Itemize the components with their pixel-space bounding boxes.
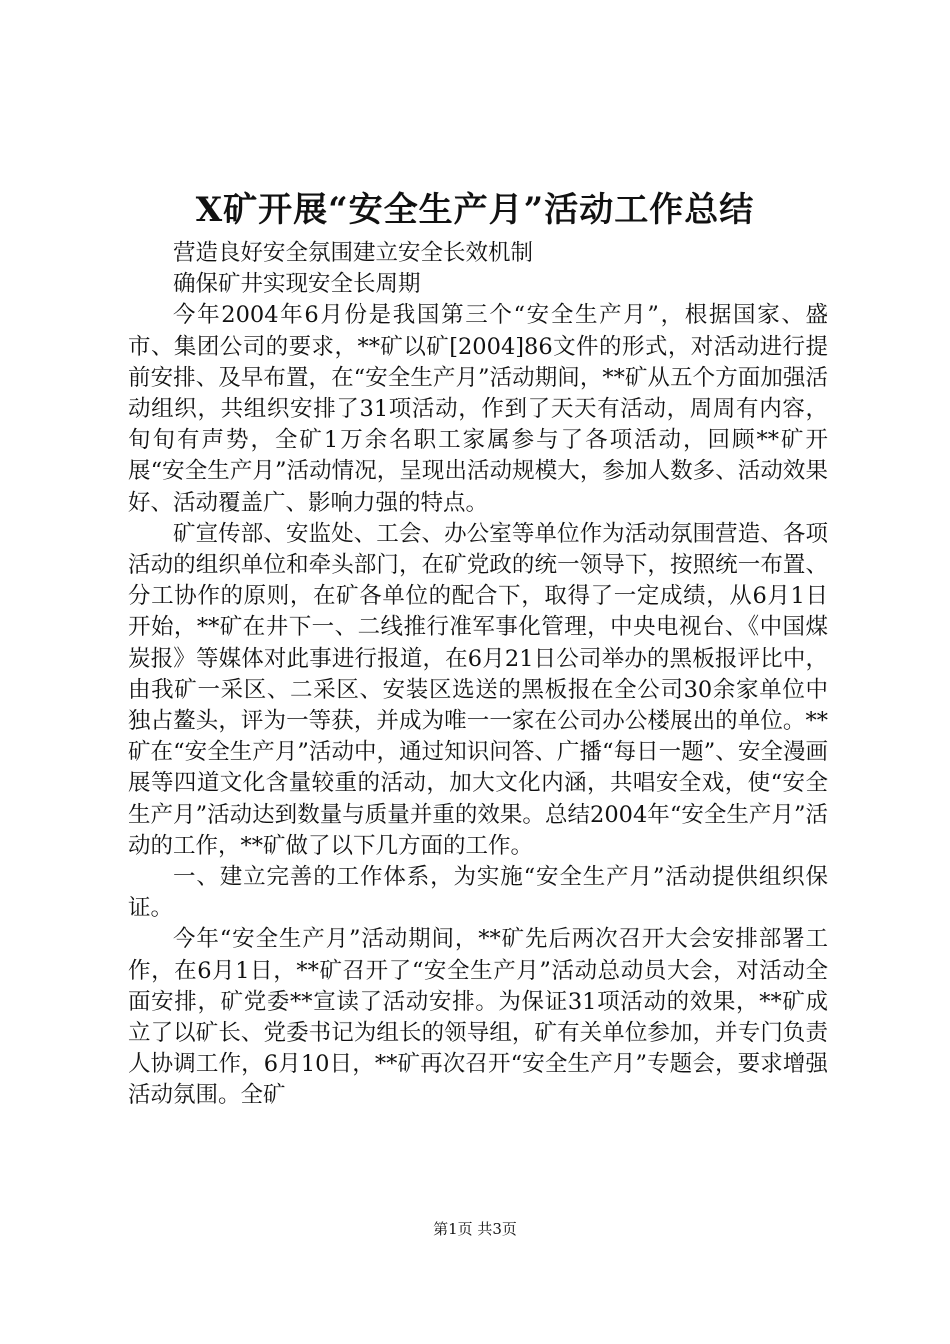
page-number-footer: 第1页 共3页 <box>433 1220 517 1238</box>
subtitle-line-1: 营造良好安全氛围建立安全长效机制 <box>173 240 534 266</box>
document-body <box>128 238 828 1112</box>
subtitle-line-2: 确保矿井实现安全长周期 <box>173 271 421 298</box>
section-heading-1: 一、建立完善的工作体系，为实施“安全生产月”活动提供组织保证。 <box>128 864 828 922</box>
paragraph-intro: 今年2004年6月份是我国第三个“安全生产月”，根据国家、盛市、集团公司的要求，**矿以矿[2004]86文件的形式，对活动进行提前安排、及早布置，在“安全生产月”活动期间，**矿从五个方面加强活动组织，共组织安排了31项活动，作到了天天有活动，周周有内容，旬旬有声势，全矿1万余名职工家属参与了各项活动，回顾**矿开展“安全生产月”活动情况，呈现出活动规模大，参加人数多、活动效果好、活动覆盖广、影响力强的特点。 <box>128 302 828 516</box>
paragraph-section-1: 今年“安全生产月”活动期间，**矿先后两次召开大会安排部署工作，在6月1日，**矿召开了“安全生产月”活动总动员大会，对活动全面安排，矿党委**宣读了活动安排。为保证31项活动的效果，**矿成立了以矿长、党委书记为组长的领导组，矿有关单位参加，并专门负责人协调工作，6月10日，**矿再次召开“安全生产月”专题会，要求增强活动氛围。全矿 <box>128 926 828 1109</box>
paragraph-achievements: 矿宣传部、安监处、工会、办公室等单位作为活动氛围营造、各项活动的组织单位和牵头部门，在矿党政的统一领导下，按照统一布置、分工协作的原则，在矿各单位的配合下，取得了一定成绩，从6月1日开始，**矿在井下一、二线推行准军事化管理，中央电视台、《中国煤炭报》等媒体对此事进行报道，在6月21日公司举办的黑板报评比中，由我矿一采区、二采区、安装区选送的黑板报在全公司30余家单位中独占鳌头，评为一等获，并成为唯一一家在公司办公楼展出的单位。**矿在“安全生产月”活动中，通过知识问答、广播“每日一题”、安全漫画展等四道文化含量较重的活动，加大文化内涵，共唱安全戏，使“安全生产月”活动达到数量与质量并重的效果。总结2004年“安全生产月”活动的工作，**矿做了以下几方面的工作。 <box>128 520 828 859</box>
document-title: X矿开展“安全生产月”活动工作总结 <box>195 190 755 230</box>
